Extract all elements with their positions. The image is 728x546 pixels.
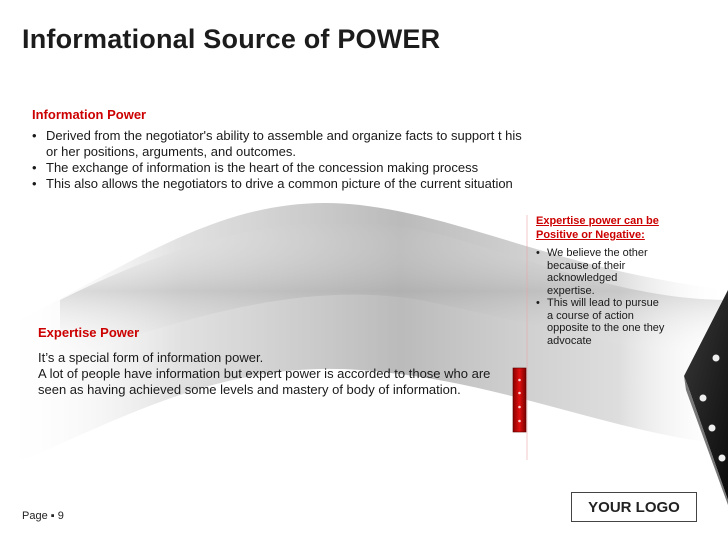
bullet-dot: • <box>32 160 37 175</box>
sidebar-heading: Expertise power can be Positive or Negative: <box>536 215 659 241</box>
expertise-sidebar <box>536 214 668 347</box>
bullet-dot: • <box>32 176 37 191</box>
expertise-power-line: A lot of people have information but expert power is accorded to those who are seen as having achieved some levels and mastery of body of information. <box>38 366 491 397</box>
list-item <box>536 247 668 297</box>
expertise-power-heading: Expertise Power <box>38 325 140 340</box>
information-power-bullets <box>32 128 527 192</box>
bullet-dot: • <box>536 297 540 309</box>
list-item <box>32 176 527 192</box>
expertise-power-section <box>38 325 513 398</box>
information-power-section <box>32 107 527 192</box>
bullet-dot: • <box>32 128 37 143</box>
page-number: Page ▪ 9 <box>22 510 64 522</box>
red-domino-icon <box>513 368 526 432</box>
list-item <box>32 128 527 160</box>
logo <box>571 492 697 522</box>
slide-title: Informational Source of POWER <box>22 24 441 54</box>
bullet-text: The exchange of information is the heart of the concession making process <box>46 160 479 175</box>
bullet-text: We believe the other because of their acknowledged expertise. <box>547 247 648 297</box>
expertise-power-line: It’s a special form of information power. <box>38 350 264 365</box>
list-item <box>32 160 527 176</box>
information-power-heading: Information Power <box>32 107 147 122</box>
sidebar-bullets <box>536 247 668 347</box>
bullet-text: Derived from the negotiator's ability to assemble and organize facts to support t his or her positions, arguments, and outcomes. <box>46 128 522 159</box>
bullet-text: This also allows the negotiators to drive a common picture of the current situation <box>46 176 513 191</box>
bullet-dot: • <box>536 247 540 259</box>
logo-text: YOUR LOGO <box>588 498 680 516</box>
bullet-text: This will lead to pursue a course of action opposite to the one they advocate <box>547 297 665 347</box>
list-item <box>536 297 668 347</box>
